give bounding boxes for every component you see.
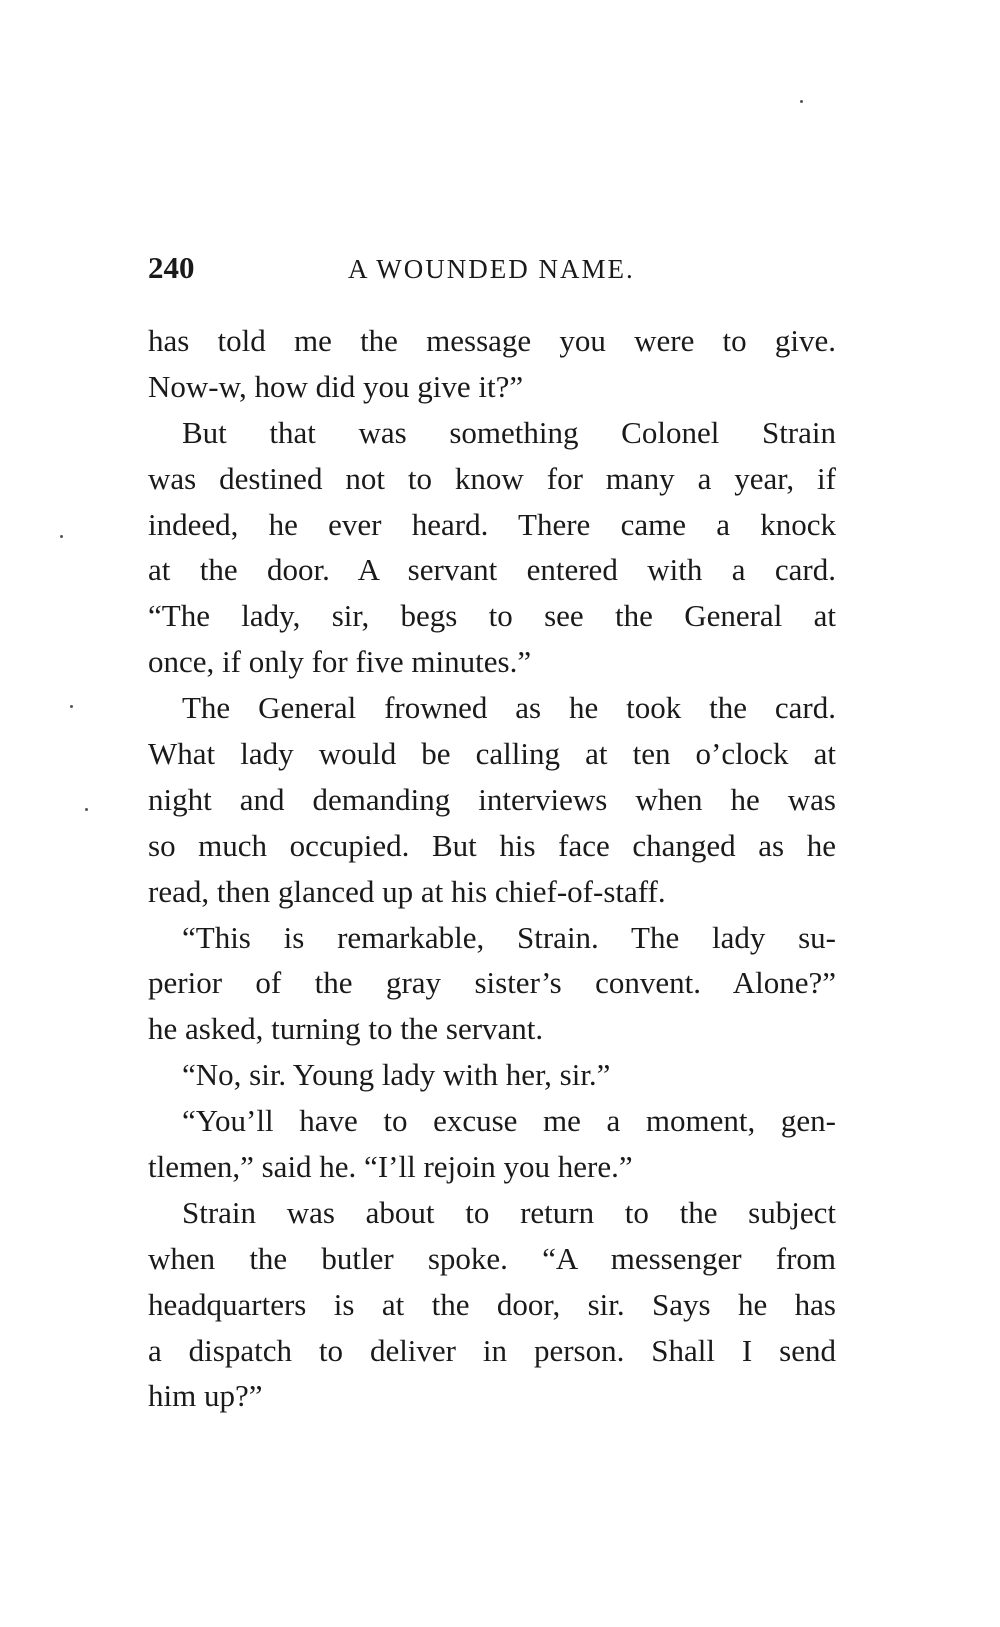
text-line: But that was something Colonel Strain [182, 414, 836, 450]
text-line: so much occupied. But his face changed as he [148, 827, 836, 863]
text-line: “The lady, sir, begs to see the General at [148, 598, 836, 634]
page-number: 240 [148, 250, 195, 285]
text-line: read, then glanced up at his chief-of-staff. [148, 873, 666, 909]
text-line: “This is remarkable, Strain. The lady su- [182, 919, 836, 955]
text-line: perior of the gray sister’s convent. Alone?” [148, 965, 836, 1001]
text-line: when the butler spoke. “A messenger from [148, 1240, 836, 1276]
text-line: has told me the message you were to give. [148, 323, 836, 358]
text-line: tlemen,” said he. “I’ll rejoin you here.” [148, 1149, 633, 1185]
text-line: Now-w, how did you give it?” [148, 368, 524, 404]
page-header [148, 250, 838, 290]
text-line: headquarters is at the door, sir. Says he has [148, 1286, 836, 1322]
text-line: What lady would be calling at ten o’clock at [148, 736, 836, 772]
body-text [148, 318, 836, 1419]
text-line: night and demanding interviews when he was [148, 781, 836, 817]
text-line: at the door. A servant entered with a card. [148, 552, 836, 588]
text-line: Strain was about to return to the subject [182, 1194, 836, 1230]
text-line: The General frowned as he took the card. [182, 690, 836, 726]
running-head: A WOUNDED NAME. [348, 254, 635, 284]
scan-speck [85, 808, 88, 811]
text-line: him up?” [148, 1378, 263, 1414]
text-line: a dispatch to deliver in person. Shall I send [148, 1332, 836, 1368]
text-line: indeed, he ever heard. There came a knock [148, 506, 836, 542]
text-line: was destined not to know for many a year, if [148, 460, 836, 496]
scan-speck [60, 535, 63, 538]
text-line: once, if only for five minutes.” [148, 644, 532, 680]
text-line: he asked, turning to the servant. [148, 1011, 544, 1047]
scan-speck [800, 100, 803, 103]
text-line: “No, sir. Young lady with her, sir.” [182, 1057, 611, 1093]
text-line: “You’ll have to excuse me a moment, gen- [182, 1103, 836, 1139]
scan-speck [70, 705, 73, 708]
